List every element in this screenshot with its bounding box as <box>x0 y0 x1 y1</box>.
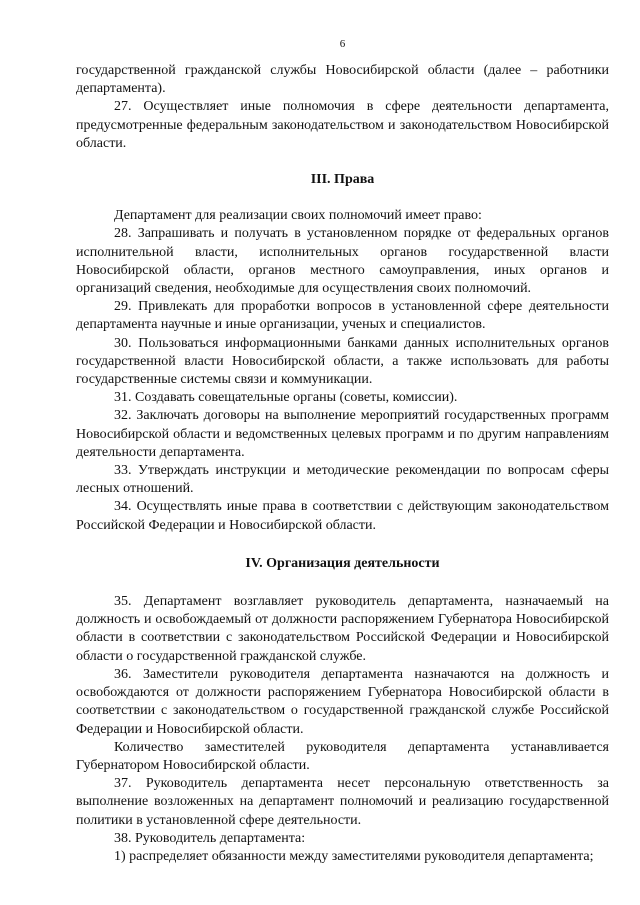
paragraph-28: 28. Запрашивать и получать в установленном порядке от федеральных органов исполнительной власти, исполнительных органов государственной власти Новосибирской области, органов местного самоуправления, иных органов и организаций сведения, необходимые для осуществления своих полномочий. <box>76 226 609 297</box>
paragraph-31: 31. Создавать совещательные органы (советы, комиссии). <box>114 390 458 406</box>
paragraph-29: 29. Привлекать для проработки вопросов в установленной сфере деятельности департамента научные и иные организации, ученых и специалистов. <box>76 299 609 333</box>
section-heading-rights: III. Права <box>310 172 375 188</box>
paragraph-continuation: государственной гражданской службы Новосибирской области (далее – работники департамента). <box>76 63 609 97</box>
paragraph-33: 33. Утверждать инструкции и методические рекомендации по вопросам сферы лесных отношений. <box>76 463 609 497</box>
paragraph-32: 32. Заключать договоры на выполнение мероприятий государственных программ Новосибирской области и ведомственных целевых программ и по другим направлениям деятельности департамента. <box>76 408 609 460</box>
section-heading-organization: IV. Организация деятельности <box>245 555 440 571</box>
document-body <box>76 62 609 866</box>
paragraph-38: 38. Руководитель департамента: <box>114 830 306 846</box>
paragraph-30: 30. Пользоваться информационными банками данных исполнительных органов государственной власти Новосибирской области, а также использовать для работы государственные системы связи и коммуникации. <box>76 335 609 388</box>
paragraph-35: 35. Департамент возглавляет руководитель департамента, назначаемый на должность и освобождаемый от должности распоряжением Губернатора Новосибирской области в соответствии с законодательством Российской Федерации и Новосибирской области о государственной гражданской службе. <box>76 594 609 664</box>
paragraph-36-count: Количество заместителей руководителя департамента устанавливается Губернатором Новосибирской области. <box>76 739 609 773</box>
paragraph-27: 27. Осуществляет иные полномочия в сфере деятельности департамента, предусмотренные федеральным законодательством и законодательством Новосибирской области. <box>76 99 609 151</box>
paragraph-37: 37. Руководитель департамента несет персональную ответственность за выполнение возложенных на департамент полномочий и реализацию государственной политики в установленной сфере деятельности. <box>76 776 609 828</box>
paragraph-rights-intro: Департамент для реализации своих полномочий имеет право: <box>114 208 482 224</box>
paragraph-34: 34. Осуществлять иные права в соответствии с действующим законодательством Российской Федерации и Новосибирской области. <box>76 499 609 533</box>
page-number: 6 <box>339 38 346 50</box>
paragraph-36: 36. Заместители руководителя департамента назначаются на должность и освобождаются от должности распоряжением Губернатора Новосибирской области в соответствии с законодательством о государственной гражданской службе Российской Федерации и Новосибирской области. <box>76 666 609 737</box>
paragraph-38-item-1: 1) распределяет обязанности между заместителями руководителя департамента; <box>114 848 594 864</box>
